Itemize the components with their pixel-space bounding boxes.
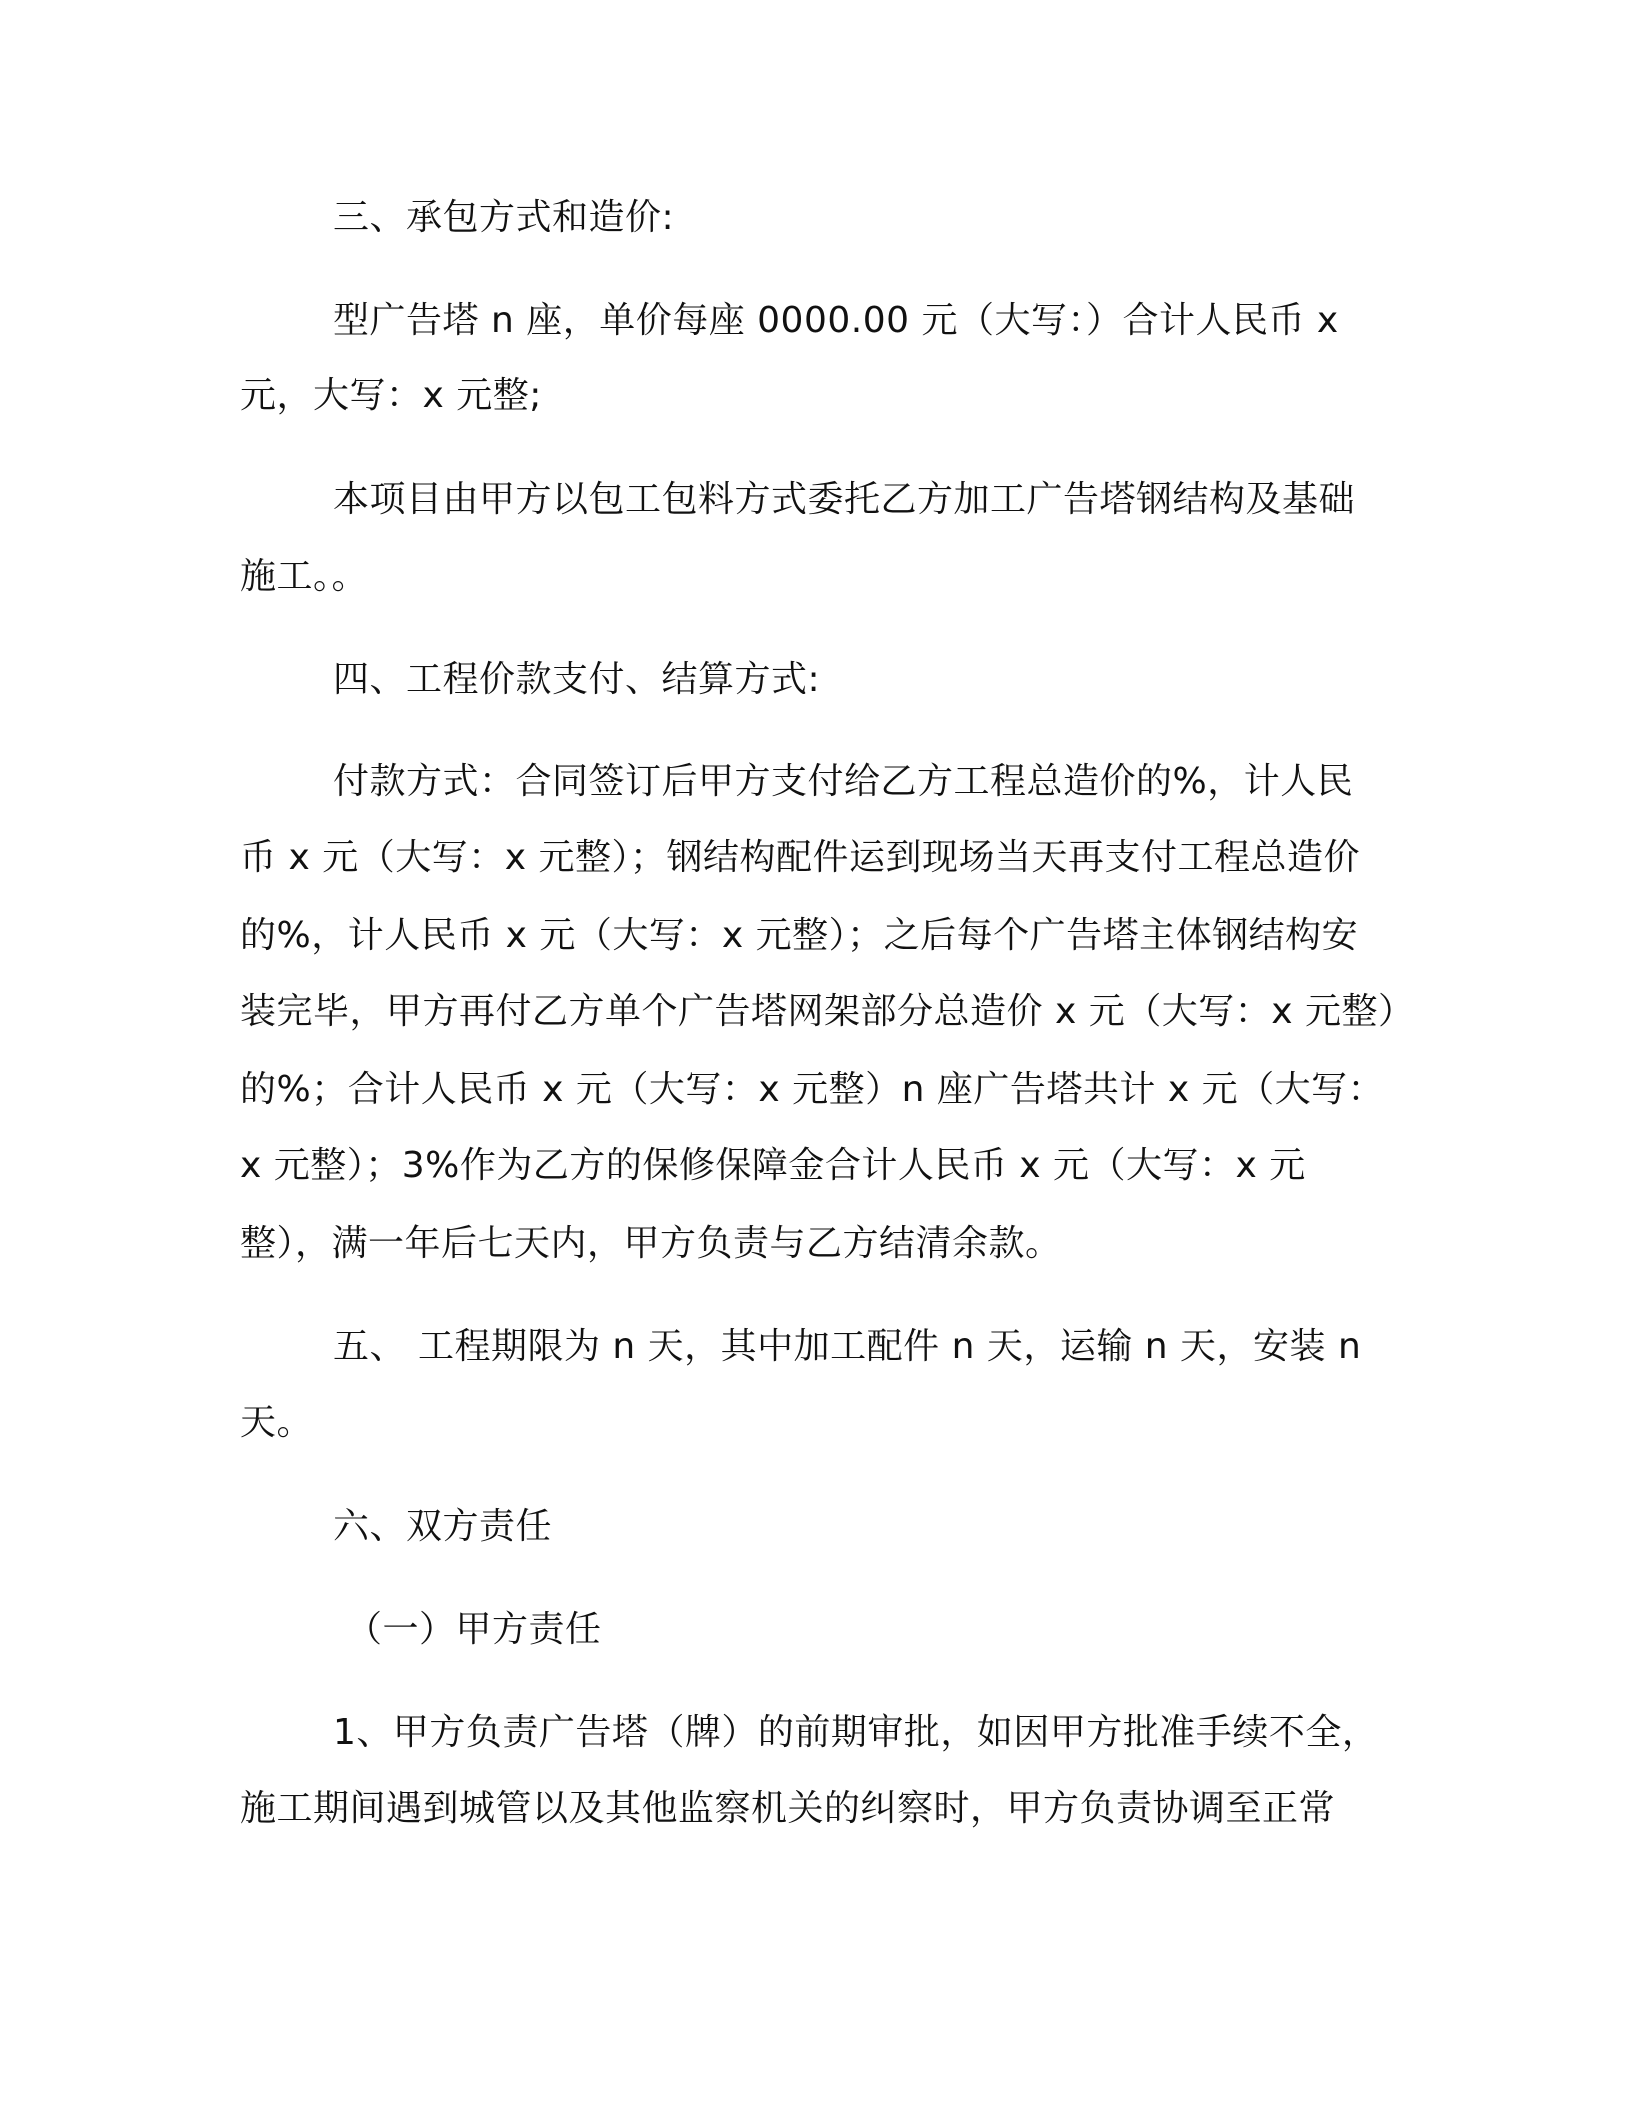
paragraph-line: 的%，计人民币 x 元（大写：x 元整）；之后每个广告塔主体钢结构安 — [240, 915, 1359, 956]
paragraph-line: 1、甲方负责广告塔（牌）的前期审批，如因甲方批准手续不全， — [333, 1712, 1379, 1753]
paragraph-line: 五、 工程期限为 n 天，其中加工配件 n 天，运输 n 天，安装 n — [333, 1326, 1362, 1367]
paragraph-line: 币 x 元（大写：x 元整）；钢结构配件运到现场当天再支付工程总造价 — [240, 837, 1360, 878]
paragraph-line: 装完毕，甲方再付乙方单个广告塔网架部分总造价 x 元（大写：x 元整） — [240, 991, 1415, 1032]
paragraph-line: 施工期间遇到城管以及其他监察机关的纠察时，甲方负责协调至正常 — [240, 1788, 1336, 1829]
paragraph-line: 本项目由甲方以包工包料方式委托乙方加工广告塔钢结构及基础 — [333, 479, 1356, 520]
section-heading-3: 三、承包方式和造价: — [333, 197, 675, 238]
paragraph-line: 型广告塔 n 座，单价每座 0000.00 元（大写：）合计人民币 x — [333, 300, 1339, 341]
paragraph-line: 的%；合计人民币 x 元（大写：x 元整）n 座广告塔共计 x 元（大写： — [240, 1069, 1385, 1110]
paragraph-line: 天。 — [240, 1402, 314, 1443]
paragraph-line: 整），满一年后七天内，甲方负责与乙方结清余款。 — [240, 1223, 1062, 1264]
paragraph-line: 施工。。 — [240, 556, 369, 597]
paragraph-line: 付款方式：合同签订后甲方支付给乙方工程总造价的%，计人民 — [333, 761, 1354, 802]
paragraph-line: x 元整）；3%作为乙方的保修保障金合计人民币 x 元（大写：x 元 — [240, 1145, 1306, 1186]
section-heading-6: 六、双方责任 — [333, 1506, 553, 1547]
paragraph-line: 元，大写：x 元整; — [240, 375, 542, 416]
section-heading-4: 四、工程价款支付、结算方式: — [333, 659, 821, 700]
subsection-heading: （一）甲方责任 — [346, 1609, 602, 1650]
